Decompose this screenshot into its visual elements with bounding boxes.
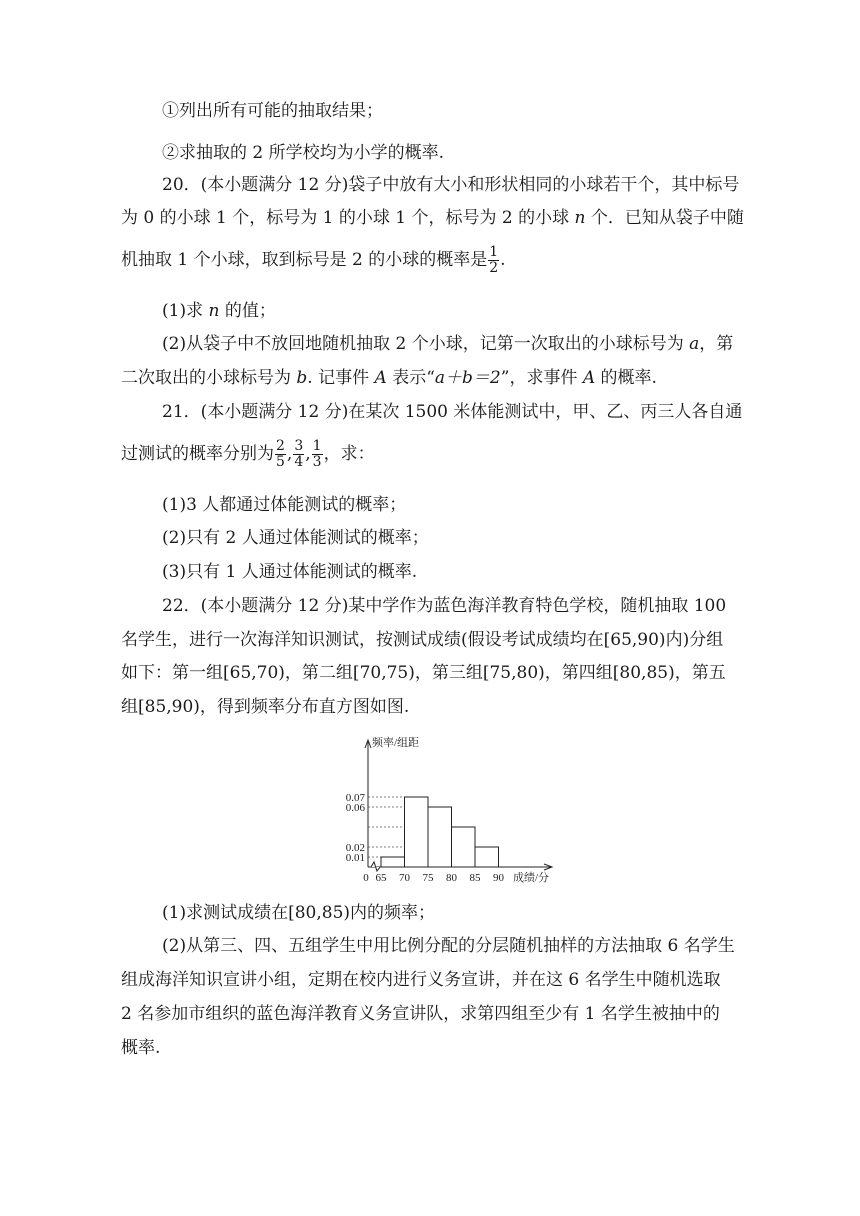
x-axis-label: 成绩/分 (513, 872, 550, 884)
x-tick-label: 75 (422, 872, 434, 884)
x-tick-label: 85 (469, 872, 481, 884)
event-equation: a＋b＝2 (434, 368, 501, 388)
q20-line-3 (121, 245, 506, 276)
frequency-histogram (340, 732, 570, 884)
y-tick-label: 0.02 (345, 842, 365, 854)
var-n: n (574, 208, 586, 228)
q20-part-1 (162, 299, 276, 323)
q21-part-3: (3)只有 1 人通过体能测试的概率. (162, 562, 418, 582)
denominator: 4 (294, 454, 304, 470)
numerator: 1 (489, 244, 499, 260)
q22-part-2-cont-2: 2 名参加市组织的蓝色海洋教育义务宣讲队，求第四组至少有 1 名学生被抽中的 (121, 1004, 720, 1024)
q22-part-2: (2)从第三、四、五组学生中用比例分配的分层随机抽样的方法抽取 6 名学生 (162, 936, 735, 956)
numerator: 1 (312, 438, 322, 454)
q21-part-1: (1)3 人都通过体能测试的概率； (162, 495, 407, 515)
fraction-1-3 (312, 439, 323, 470)
histogram-bar (405, 797, 429, 867)
denominator: 5 (276, 454, 285, 470)
line-2: ②求抽取的 2 所学校均为小学的概率. (162, 143, 445, 163)
text: 表示“ (386, 368, 435, 388)
y-tick-label: 0.01 (345, 852, 365, 864)
denominator: 3 (312, 454, 322, 470)
comma: , (286, 444, 293, 464)
y-tick-label: 0.07 (345, 792, 365, 804)
histogram-bar (428, 807, 452, 867)
denominator: 2 (489, 260, 499, 276)
text: 二次取出的小球标号为 (121, 368, 297, 388)
q20-part-2 (162, 332, 733, 356)
numerator: 2 (276, 438, 285, 454)
q22-line-2: 名学生，进行一次海洋知识测试，按测试成绩(假设考试成绩均在[65,90)内)分组 (121, 630, 724, 650)
x-tick-label: 70 (399, 872, 410, 884)
text: 的值； (219, 301, 276, 321)
var-b: b (296, 368, 308, 388)
text: ，第 (699, 334, 734, 354)
q22-line-1: 22．(本小题满分 12 分)某中学作为蓝色海洋教育特色学校，随机抽取 100 (162, 596, 727, 616)
fraction-2-5 (275, 439, 286, 470)
x-tick-label: 80 (446, 872, 457, 884)
q22-line-3: 如下：第一组[65,70)，第二组[70,75)，第三组[75,80)，第四组[80,85)，第五 (121, 663, 726, 683)
y-tick-label: 0.06 (345, 802, 365, 814)
x-tick-label: 0 (363, 872, 369, 884)
var-a: a (689, 334, 700, 354)
x-tick-label: 65 (375, 872, 387, 884)
text: 为 0 的小球 1 个，标号为 1 的小球 1 个，标号为 2 的小球 (121, 208, 575, 228)
fraction-3-4 (293, 439, 304, 470)
text: . 记事件 (307, 368, 375, 388)
text: 过测试的概率分别为 (121, 444, 274, 464)
y-axis-label: 频率/组距 (372, 737, 420, 749)
q21-part-2: (2)只有 2 人通过体能测试的概率； (162, 528, 429, 548)
text: . (500, 250, 506, 270)
q22-line-4: 组[85,90)，得到频率分布直方图如图. (121, 697, 410, 717)
event-A: A (374, 368, 387, 388)
comma: , (305, 444, 311, 464)
q20-part-2-cont (121, 366, 657, 390)
x-tick-label: 90 (493, 872, 504, 884)
text: ”，求事件 (500, 368, 583, 388)
text: (1)求 (162, 301, 209, 321)
event-A: A (582, 368, 596, 388)
text: 个．已知从袋子中随 (585, 208, 744, 228)
var-n: n (208, 301, 220, 321)
text: 的概率. (595, 368, 657, 388)
q21-line-1: 21．(本小题满分 12 分)在某次 1500 米体能测试中，甲、乙、丙三人各自通 (162, 402, 743, 422)
fraction-half (488, 245, 499, 276)
histogram-bar (452, 827, 476, 867)
q22-part-2-cont-3: 概率. (121, 1038, 161, 1058)
histogram-bar (381, 857, 405, 867)
numerator: 3 (294, 438, 304, 454)
q21-line-2 (121, 439, 375, 470)
text: (2)从袋子中不放回地随机抽取 2 个小球，记第一次取出的小球标号为 (162, 334, 690, 354)
q22-part-2-cont-1: 组成海洋知识宣讲小组，定期在校内进行义务宣讲，并在这 6 名学生中随机选取 (121, 970, 721, 990)
histogram-bar (475, 847, 499, 867)
q20-line-2 (121, 206, 744, 230)
text: 机抽取 1 个小球，取到标号是 2 的小球的概率是 (121, 250, 488, 270)
line-1: ①列出所有可能的抽取结果； (162, 101, 383, 121)
q22-part-1: (1)求测试成绩在[80,85)内的频率； (162, 903, 436, 923)
q20-line-1: 20．(本小题满分 12 分)袋子中放有大小和形状相同的小球若干个，其中标号 (162, 175, 740, 195)
text: ，求： (323, 444, 375, 464)
